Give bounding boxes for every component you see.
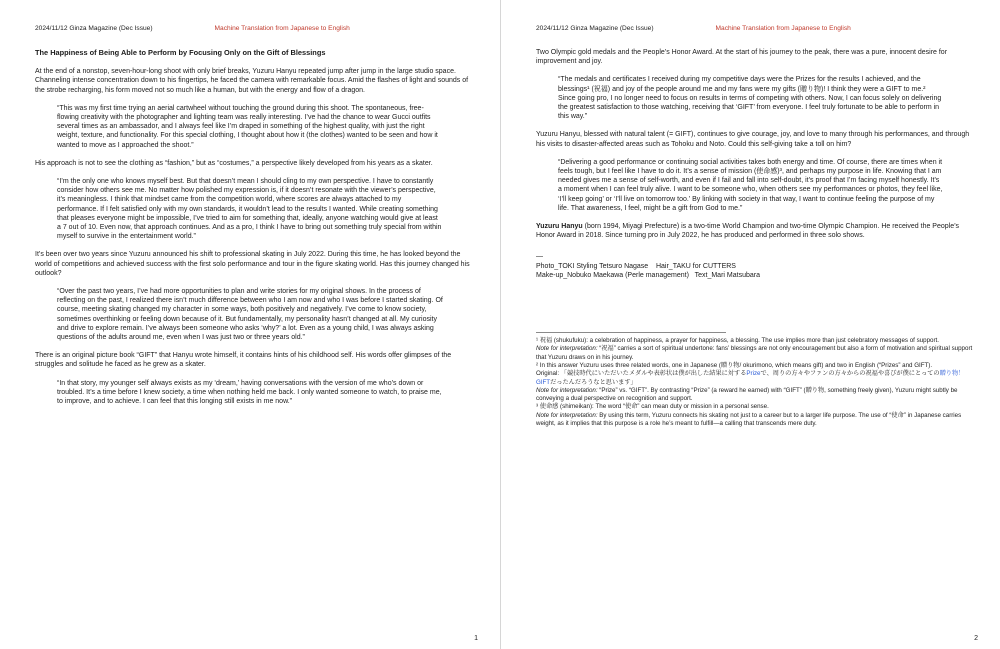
paragraph: At the end of a nonstop, seven-hour-long shoot with only brief breaks, Yuzuru Hanyu repeated jump after jump in the large studio space. Channeling intense concentration down to his fingertips, he faced the camera with remarkable focus. Amid the flashes of light and sounds of the strobe recharging, his form moved not so much like a human, but with the energy and flow of a dragon. xyxy=(35,68,469,94)
quote-paragraph: “The medals and certificates I received during my competitive days were the Prizes for the results I achieved, and the blessings¹ (祝福) and joy of the people around me and my fans were my gifts (贈り物)! I think they were a GIFT to me.² Since going pro, I no longer need to focus on results in terms of competing with others. Now, I can focus solely on delivering the greatest satisfaction to those watching, receiving that ‘GIFT’ from everyone. I feel truly fortunate to be able to perform in this way.” xyxy=(558,76,942,121)
footnote-line xyxy=(536,345,976,362)
footnote-text: だったんだろうなと思います」 xyxy=(550,378,637,386)
quote-paragraph: “I’m the only one who knows myself best. But that doesn’t mean I should cling to my own perspective. I have to constantly consider how others see me. No matter how polished my expression is, if it doesn’t resonate with the viewer’s perspective, it’s meaningless. I think that mindset came from the competition world, where scores are always attached to my performance. If I felt satisfied only with my own standards, it wouldn’t lead to the results I wanted. While creating something that pleases everyone might be impossible, I’ve tried to aim for something that, ideally, anyone watching would give at least a 7 out of 10. Even now, that approach continues. And as a pro, I think I have to bring out something truly special from within myself to survive in the entertainment world.” xyxy=(57,178,442,241)
paragraph: It’s been over two years since Yuzuru announced his shift to professional skating in July 2022. During this time, he has looked beyond the world of competitions and achieved success with the first solo performance and tour in the figure skating world. Has this journey changed his outlook? xyxy=(35,251,470,277)
footnote-line xyxy=(536,412,976,429)
paragraph: His approach is not to see the clothing as “fashion,” but as “costumes,” a perspective likely developed from his years as a skater. xyxy=(35,159,433,167)
footnote-text: Original: 「競技時代にいただいたメダルや表彰状は僕が出した結果に対する xyxy=(536,370,747,378)
footnote-text: で、周りの方々やファンの方々からの祝福や喜びが僕にとっての xyxy=(760,370,940,378)
footnote-text: Note for interpretation: xyxy=(536,345,600,353)
paragraph: There is an original picture book “GIFT” that Hanyu wrote himself, it contains hints of his childhood self. His words offer glimpses of the struggles and solitude he faced as he grew as a skater. xyxy=(35,352,452,369)
credits-line: Photo_TOKI Styling Tetsuro Nagase Hair_TAKU for CUTTERS xyxy=(536,262,736,270)
page-content-2 xyxy=(536,48,976,428)
footnote-text: Note for interpretation: xyxy=(536,411,600,419)
footnote-line xyxy=(536,370,976,387)
page-2-header xyxy=(536,24,975,33)
page-content-1 xyxy=(35,48,475,406)
footnote-rule xyxy=(536,332,726,333)
footnote-link[interactable]: Prize xyxy=(746,370,761,378)
article-title: The Happiness of Being Able to Perform by Focusing Only on the Gift of Blessings xyxy=(35,48,326,57)
paragraph: Yuzuru Hanyu, blessed with natural talent (= GIFT), continues to give courage, joy, and love to many through his performances, and through his visits to disaster-affected areas such as Tohoku and Noto. Could this self-giving take a toll on him? xyxy=(536,131,970,148)
quote-paragraph: “Delivering a good performance or continuing social activities takes both energy and time. Of course, there are times when it feels tough, but I feel like I have to do it. It’s a sense of mission (使命感)³, and perhaps my purpose in life. Knowing that I am needed gives me a sense of self-worth, and even if I fail and fall into self-doubt, it’s proof that I’m facing myself honestly. It’s a moment when I can feel truly alive. I want to be someone who, when others see my performances or photos, they feel like, ‘I’ll keep going’ or ‘I’ll live on tomorrow too.’ By linking with society in that way, I want to continue feeling the purpose of my life. That awareness, I feel, might be a gift from God to me.” xyxy=(558,158,943,212)
footnote-text: ² In this answer Yuzuru uses three related words, one in Japanese (贈り物/ okurimono, which means gift) and two in English (“Prizes” and GIFT). xyxy=(536,361,933,369)
footnote-text: ³ 使命感 (shimeikan): The word “使命” can mean duty or mission in a personal sense. xyxy=(536,403,769,411)
footnote-text: Note for interpretation: xyxy=(536,386,600,394)
quote-paragraph: “Over the past two years, I’ve had more opportunities to plan and write stories for my original shows. In the process of reflecting on the past, I realized there isn’t much difference between who I am now and who I was before I started skating. Of course, meeting skating changed my character in some ways, both positively and negatively. I’ve come to know society, sometimes overthinking or feeling down because of it. But fundamentally, my personality hasn’t changed at all. My curiosity and drive to explore remain. I’ve always been someone who asks ‘why?’ a lot. Even as a young child, I was always asking questions of the adults around me, even when I was just two or three years old.” xyxy=(57,288,443,342)
footnote-link[interactable]: 贈り物！GIFT xyxy=(536,370,965,386)
footnote-line xyxy=(536,403,976,411)
header-date-title: 2024/11/12 Ginza Magazine (Dec Issue) xyxy=(35,25,153,32)
credits xyxy=(536,252,976,280)
paragraph: Two Olympic gold medals and the People’s Honor Award. At the start of his journey to the peak, there was a pure, innocent desire for improvement and joy. xyxy=(536,49,948,66)
footnotes xyxy=(536,332,976,428)
header-translation-note: Machine Translation from Japanese to English xyxy=(214,25,350,32)
footnote-line xyxy=(536,387,976,404)
footnote-text: By using this term, Yuzuru connects his skating not just to a career but to a larger life purpose. The use of “使命” in Japanese carries weight, as it implies that this purpose is a role he’s meant to fulfill—a calling that transcends mere duty. xyxy=(536,411,962,428)
page-number-2: 2 xyxy=(974,635,978,642)
page-number-1: 1 xyxy=(474,635,478,642)
credits-line: Make-up_Nobuko Maekawa (Perle management) Text_Mari Matsubara xyxy=(536,271,760,279)
bio-paragraph xyxy=(536,222,976,240)
footnote-text: ¹ 祝福 (shukufuku): a celebration of happiness, a prayer for happiness, a blessing. The use implies more than just celebratory messages of support. xyxy=(536,337,939,345)
page-2 xyxy=(500,0,1000,649)
page-1-header xyxy=(35,24,475,33)
footnote-text: “Prize” vs. “GIFT”. By contrasting “Prize” (a reward he earned) with “GIFT” (贈り物, something freely given), Yuzuru might subtly be conveying a dual perspective on recognition and support. xyxy=(536,386,958,403)
header-date-title: 2024/11/12 Ginza Magazine (Dec Issue) xyxy=(536,25,654,32)
footnote-text: “祝福” carries a sort of spiritual undertone: fans’ blessings are not only encouragement but also a form of motivation and spiritual support that Yuzuru draws on in his journey. xyxy=(536,345,973,361)
header-translation-note: Machine Translation from Japanese to English xyxy=(715,25,851,32)
footnote-line xyxy=(536,362,976,370)
quote-paragraph: “This was my first time trying an aerial cartwheel without touching the ground during this shoot. The spontaneous, free-flowing creativity with the photographer and lighting team was really interesting. I’ve had the chance to wear Gucci outfits several times as an ambassador, and I always feel like I’m draped in something of the highest quality, with just the right weight, texture, and functionality. For this special clothing, I thought about how it (the clothes) wanted to be seen and how it wanted to move as I approached the shoot.” xyxy=(57,104,438,149)
bio-name: Yuzuru Hanyu xyxy=(536,223,585,231)
quote-paragraph: “In that story, my younger self always exists as my ‘dream,’ having conversations with the version of me who’s down or troubled. It’s a time before I knew society, a time when nothing held me back. I only wanted someone to watch, to praise me, to improve, and to achieve. I can feel that this longing still exists in me now.” xyxy=(57,379,442,406)
bio-text: (born 1994, Miyagi Prefecture) is a two-time World Champion and two-time Olympic Champion. He received the People’s Honor Award in 2018. Since turning pro in July 2022, he has produced and performed in three solo shows. xyxy=(536,223,960,240)
credits-line: — xyxy=(536,253,543,261)
